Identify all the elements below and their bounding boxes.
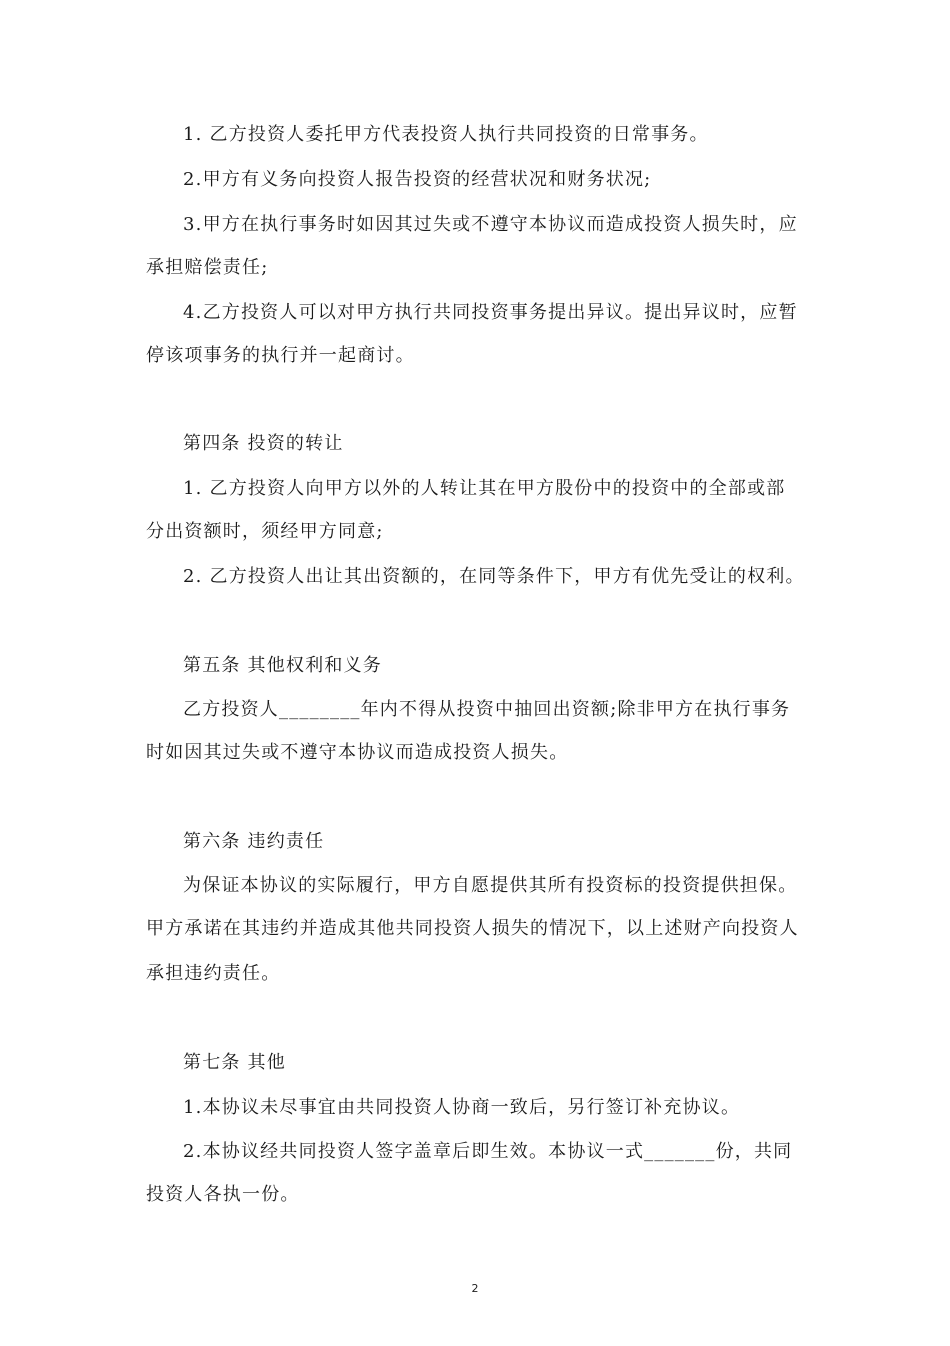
article3-item-4: 4.乙方投资人可以对甲方执行共同投资事务提出异议。提出异议时，应暂 <box>183 302 798 323</box>
article3-item-1: 1. 乙方投资人委托甲方代表投资人执行共同投资的日常事务。 <box>183 124 709 145</box>
page-number: 2 <box>471 1282 479 1295</box>
article4-title: 第四条 投资的转让 <box>183 433 344 454</box>
article6-line-1: 为保证本协议的实际履行，甲方自愿提供其所有投资标的投资提供担保。 <box>183 875 798 896</box>
article5-line-2: 时如因其过失或不遵守本协议而造成投资人损失。 <box>146 742 569 763</box>
article7-line-2: 2.本协议经共同投资人签字盖章后即生效。本协议一式_______份，共同 <box>183 1141 793 1162</box>
article6-title: 第六条 违约责任 <box>183 831 325 852</box>
article3-item-3: 3.甲方在执行事务时如因其过失或不遵守本协议而造成投资人损失时，应 <box>183 214 798 235</box>
article6-line-2: 甲方承诺在其违约并造成其他共同投资人损失的情况下，以上述财产向投资人 <box>146 918 799 939</box>
article5-line-1: 乙方投资人________年内不得从投资中抽回出资额;除非甲方在执行事务 <box>183 699 791 720</box>
article7-line-1: 1.本协议未尽事宜由共同投资人协商一致后，另行签订补充协议。 <box>183 1097 741 1118</box>
article4-line-2: 分出资额时，须经甲方同意; <box>146 521 384 542</box>
article3-item-3-cont: 承担赔偿责任; <box>146 257 269 278</box>
article4-line-1: 1. 乙方投资人向甲方以外的人转让其在甲方股份中的投资中的全部或部 <box>183 478 786 499</box>
article3-item-2: 2.甲方有义务向投资人报告投资的经营状况和财务状况; <box>183 169 652 190</box>
article5-title: 第五条 其他权利和义务 <box>183 655 382 676</box>
article6-line-3: 承担违约责任。 <box>146 963 281 984</box>
article7-line-3: 投资人各执一份。 <box>146 1184 300 1205</box>
article3-item-4-cont: 停该项事务的执行并一起商讨。 <box>146 345 415 366</box>
article4-line-3: 2. 乙方投资人出让其出资额的，在同等条件下，甲方有优先受让的权利。 <box>183 566 805 587</box>
article7-title: 第七条 其他 <box>183 1052 286 1073</box>
